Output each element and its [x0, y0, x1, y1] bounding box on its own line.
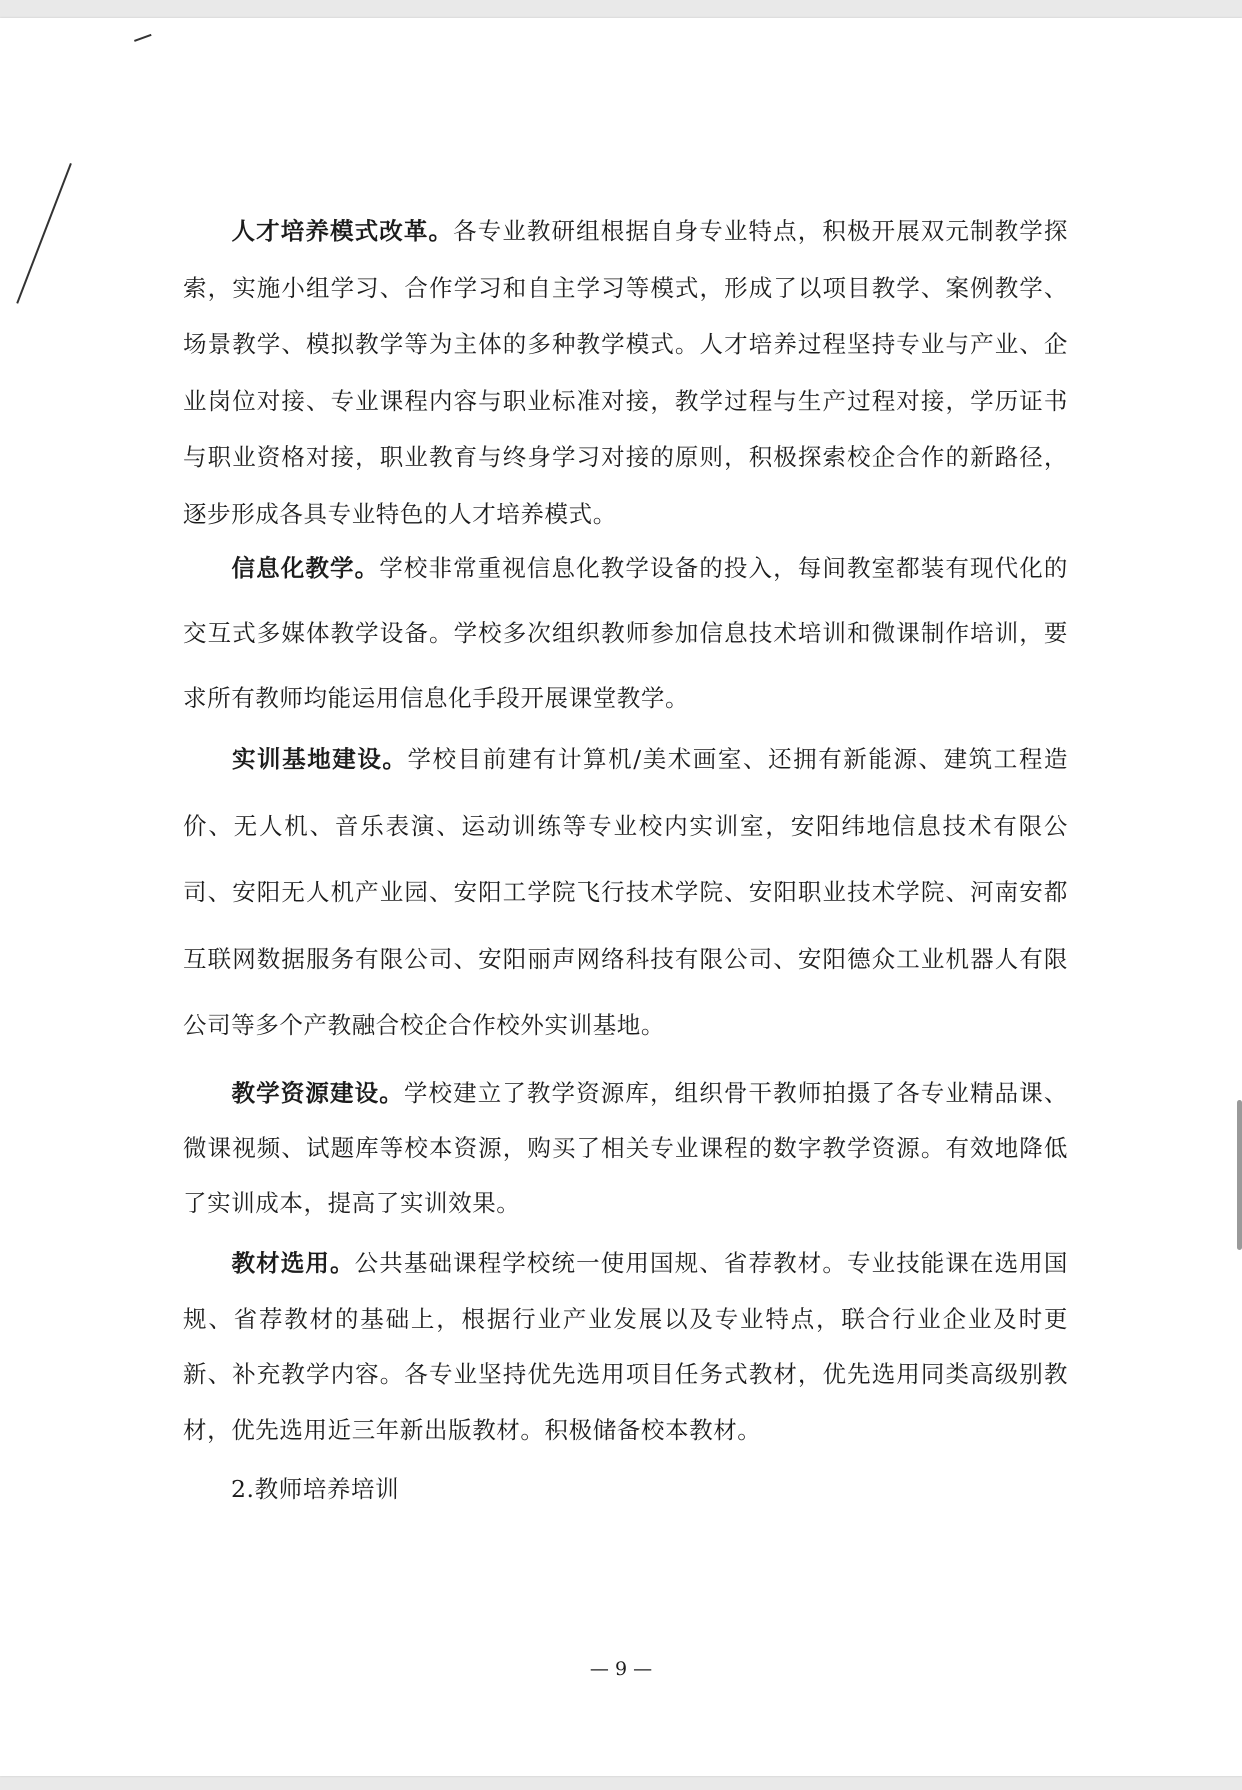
paragraph-teaching-resources — [183, 1066, 1068, 1231]
paragraph-lead: 教学资源建设。 — [231, 1079, 404, 1107]
paragraph-informatization-teaching — [183, 536, 1068, 731]
scrollbar-thumb[interactable] — [1237, 1100, 1242, 1250]
paragraph-textbook-selection — [183, 1236, 1068, 1458]
page-number: — 9 — — [589, 1658, 653, 1680]
paragraph-lead: 实训基地建设。 — [231, 745, 408, 773]
document-page — [0, 18, 1242, 1776]
paragraph-text: 学校建立了教学资源库，组织骨干教师拍摄了各专业精品课、微课视频、试题库等校本资源，购买了相关专业课程的数字教学资源。有效地降低了实训成本，提高了实训效果。 — [183, 1079, 1068, 1217]
paragraph-text: 学校目前建有计算机/美术画室、还拥有新能源、建筑工程造价、无人机、音乐表演、运动训练等专业校内实训室，安阳纬地信息技术有限公司、安阳无人机产业园、安阳工学院飞行技术学院、安阳职业技术学院、河南安都互联网数据服务有限公司、安阳丽声网络科技有限公司、安阳德众工业机器人有限公司等多个产教融合校企合作校外实训基地。 — [183, 745, 1068, 1039]
section-heading-teacher-training: 2.教师培养培训 — [231, 1475, 400, 1503]
paragraph-lead: 教材选用。 — [231, 1249, 355, 1277]
paragraph-talent-training-reform — [183, 203, 1068, 543]
scan-artifact-mark — [134, 34, 152, 42]
paragraph-text: 公共基础课程学校统一使用国规、省荐教材。专业技能课在选用国规、省荐教材的基础上，根据行业产业发展以及专业特点，联合行业企业及时更新、补充教学内容。各专业坚持优先选用项目任务式教材，优先选用同类高级别教材，优先选用近三年新出版教材。积极储备校本教材。 — [183, 1249, 1068, 1444]
scan-artifact-line — [16, 163, 72, 304]
paragraph-lead: 信息化教学。 — [231, 554, 380, 582]
paragraph-text: 学校非常重视信息化教学设备的投入，每间教室都装有现代化的交互式多媒体教学设备。学校多次组织教师参加信息技术培训和微课制作培训，要求所有教师均能运用信息化手段开展课堂教学。 — [183, 554, 1068, 712]
paragraph-lead: 人才培养模式改革。 — [231, 217, 454, 245]
paragraph-text: 各专业教研组根据自身专业特点，积极开展双元制教学探索，实施小组学习、合作学习和自主学习等模式，形成了以项目教学、案例教学、场景教学、模拟教学等为主体的多种教学模式。人才培养过程坚持专业与产业、企业岗位对接、专业课程内容与职业标准对接，教学过程与生产过程对接，学历证书与职业资格对接，职业教育与终身学习对接的原则，积极探索校企合作的新路径，逐步形成各具专业特色的人才培养模式。 — [183, 217, 1068, 528]
paragraph-training-base-construction — [183, 726, 1068, 1059]
